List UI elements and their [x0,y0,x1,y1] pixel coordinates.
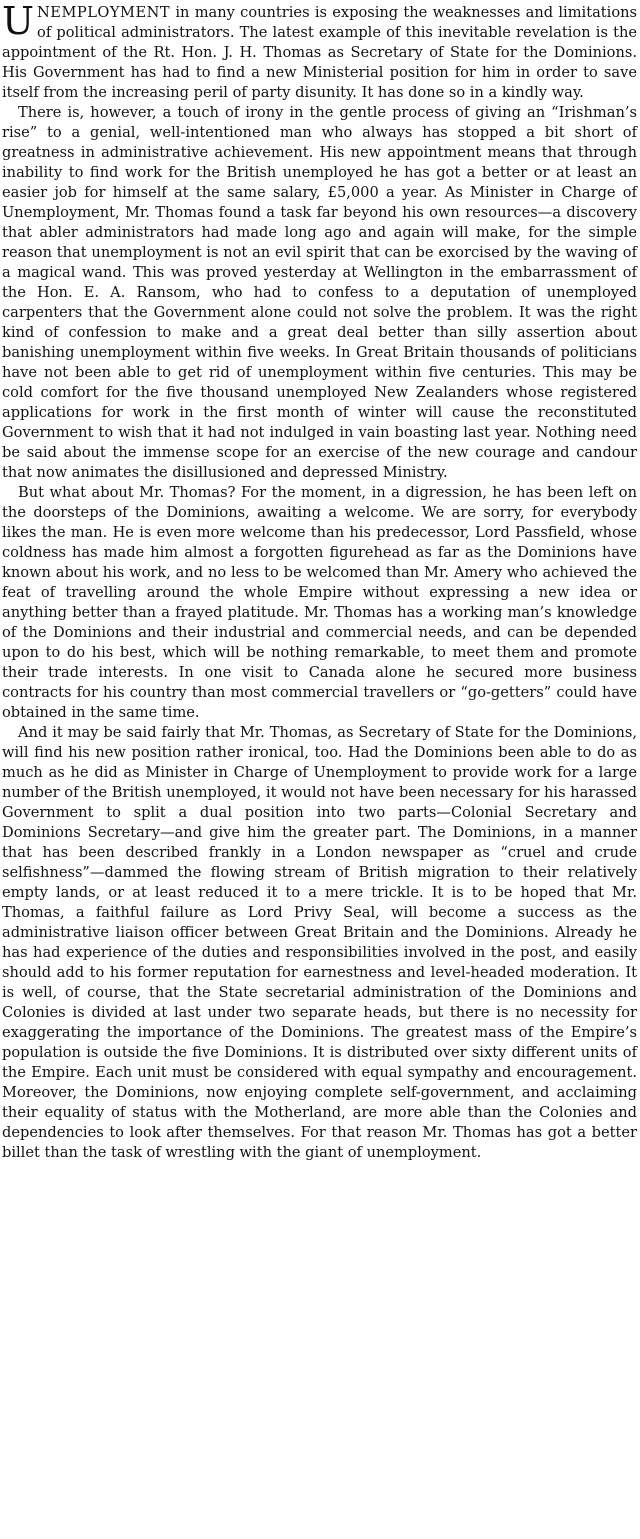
article-paragraph-2: There is, however, a touch of irony in the gentle process of giving an “Irishman’s rise” to a genial, well-intentioned man who always has stopped a bit short of greatness in administrative achievement. His new appointment means that through inability to find work for the British unemployed he has got a better or at least an easier job for himself at the same salary, £5,000 a year. As Minister in Charge of Unemployment, Mr. Thomas found a task far beyond his own resources—a discovery that abler administrators had made long ago and again will make, for the simple reason that unemployment is not an evil spirit that can be exorcised by the waving of a magical wand. This was proved yesterday at Wellington in the embarrassment of the Hon. E. A. Ransom, who had to confess to a deputation of unemployed carpenters that the Government alone could not solve the problem. It was the right kind of confession to make and a great deal better than silly assertion about banishing unemployment within five weeks. In Great Britain thousands of politicians have not been able to get rid of unemployment within five centuries. This may be cold comfort for the five thousand unemployed New Zealanders whose registered applications for work in the first month of winter will cause the reconstituted Government to wish that it had not indulged in vain boasting last year. Nothing need be said about the immense scope for an exercise of the new courage and candour that now animates the disillusioned and depressed Ministry. [2,104,637,481]
article-paragraph-4: And it may be said fairly that Mr. Thomas, as Secretary of State for the Dominions, will find his new position rather ironical, too. Had the Dominions been able to do as much as he did as Minister in Charge of Unemployment to provide work for a large number of the British unemployed, it would not have been necessary for his harassed Government to split a dual position into two parts—Colonial Secretary and Dominions Secretary—and give him the greater part. The Dominions, in a manner that has been described frankly in a London newspaper as “cruel and crude selfishness”—dammed the flowing stream of British migration to their relatively empty lands, or at least reduced it to a mere trickle. It is to be hoped that Mr. Thomas, a faithful failure as Lord Privy Seal, will become a success as the administrative liaison officer between Great Britain and the Dominions. Already he has had experience of the duties and responsibilities involved in the post, and easily should add to his former reputation for earnestness and level-headed moderation. It is well, of course, that the State secretarial administration of the Dominions and Colonies is divided at last under two separate heads, but there is no necessity for exaggerating the importance of the Dominions. The greatest mass of the Empire’s population is outside the five Dominions. It is distributed over sixty different units of the Empire. Each unit must be considered with equal sympathy and encouragement. Moreover, the Dominions, now enjoying complete self-government, and acclaiming their equality of status with the Motherland, are more able than the Colonies and dependencies to look after themselves. For that reason Mr. Thomas has got a better billet than the task of wrestling with the giant of unemployment. [2,724,637,1161]
paragraph-1-text: in many countries is exposing the weaknesses and limitations of political administrators. The latest example of this inevitable revelation is the appointment of the Rt. Hon. J. H. Thomas as Secretary of State for the Dominions. His Government has had to find a new Ministerial position for him in order to save itself from the increasing peril of party disunity. It has done so in a kindly way. [2,4,637,101]
drop-cap: U [2,0,35,43]
article-paragraph-1 [2,0,637,103]
article-paragraph-3: But what about Mr. Thomas? For the moment, in a digression, he has been left on the doorsteps of the Dominions, awaiting a welcome. We are sorry, for everybody likes the man. He is even more welcome than his predecessor, Lord Passfield, whose coldness has made him almost a forgotten figurehead as far as the Dominions have known about his work, and no less to be welcomed than Mr. Amery who achieved the feat of travelling around the whole Empire without expressing a new idea or anything better than a frayed platitude. Mr. Thomas has a working man’s knowledge of the Dominions and their industrial and commercial needs, and can be depended upon to do his best, which will be nothing remarkable, to meet them and promote their trade interests. In one visit to Canada alone he secured more business contracts for his country than most commercial travellers or “go-getters” could have obtained in the same time. [2,484,637,721]
opening-words: NEMPLOYMENT [37,4,171,21]
